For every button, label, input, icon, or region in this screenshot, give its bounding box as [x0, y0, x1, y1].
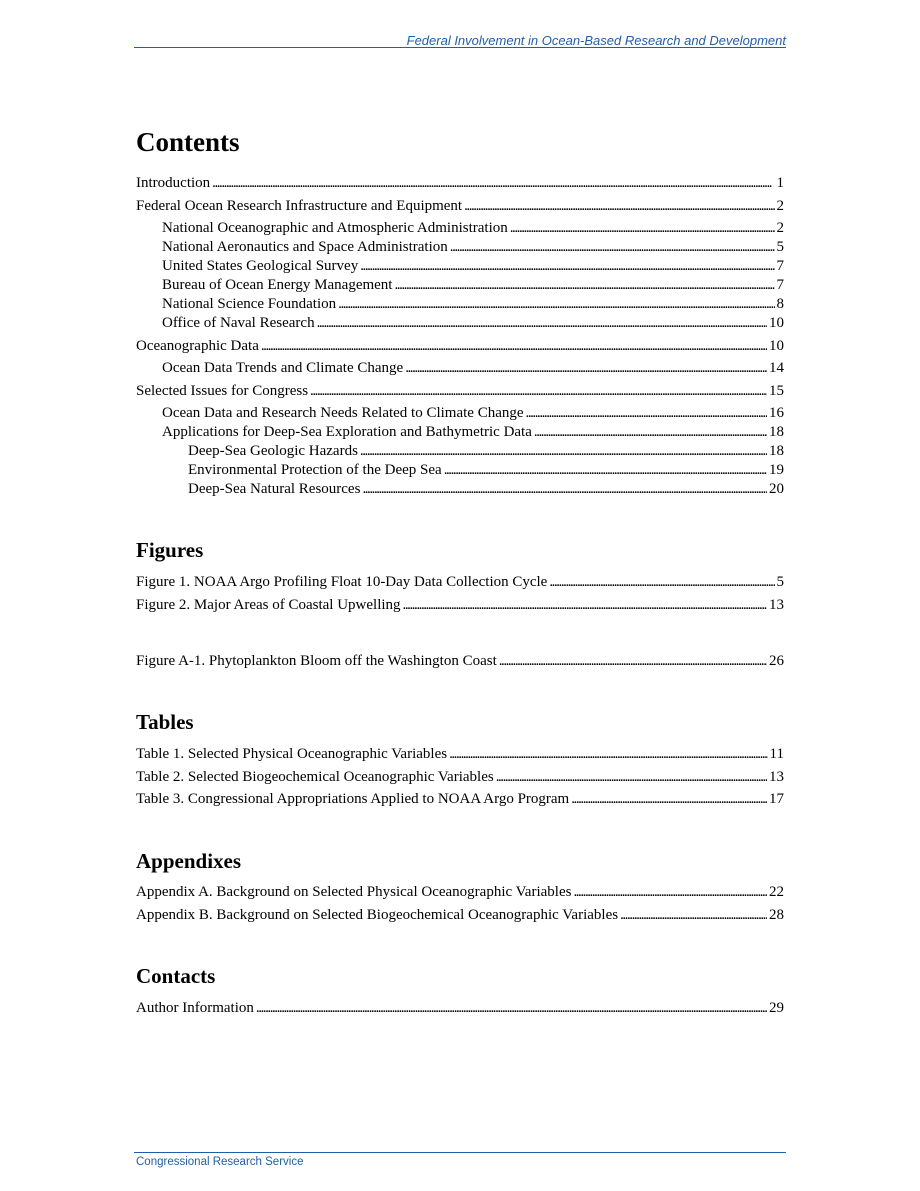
toc-entry-figure-a1[interactable]	[136, 652, 784, 670]
dot-leader	[317, 314, 767, 332]
toc-entry-title: Environmental Protection of the Deep Sea	[188, 462, 442, 478]
dot-leader	[338, 295, 774, 313]
dot-leader	[496, 768, 767, 786]
toc-entry-geologic-hazards[interactable]	[188, 442, 784, 460]
toc-entry-title: Author Information	[136, 1000, 254, 1016]
toc-entry-introduction[interactable]	[136, 174, 784, 192]
toc-entry-page: 2	[776, 220, 784, 236]
toc-entry-title: Ocean Data and Research Needs Related to Climate Change	[162, 405, 524, 421]
dot-leader	[449, 745, 767, 763]
toc-entry-page: 13	[769, 769, 784, 785]
toc-entry-selected-issues[interactable]	[136, 382, 784, 400]
running-header: Federal Involvement in Ocean-Based Research and Development	[406, 33, 786, 48]
toc-entry-usgs[interactable]	[162, 257, 784, 275]
dot-leader	[212, 174, 774, 192]
running-footer: Congressional Research Service	[136, 1156, 304, 1168]
figures-heading: Figures	[136, 538, 204, 562]
toc-entry-title: Table 2. Selected Biogeochemical Oceanographic Variables	[136, 769, 494, 785]
toc-entry-title: Deep-Sea Geologic Hazards	[188, 443, 358, 459]
toc-entry-page: 1	[776, 175, 784, 191]
toc-entry-page: 5	[776, 239, 784, 255]
toc-entry-page: 8	[776, 296, 784, 312]
toc-entry-natural-resources[interactable]	[188, 480, 784, 498]
toc-entry-title: Deep-Sea Natural Resources	[188, 481, 361, 497]
toc-entry-page: 7	[776, 258, 784, 274]
toc-entry-title: Figure 2. Major Areas of Coastal Upwelling	[136, 597, 401, 613]
toc-entry-page: 26	[769, 653, 784, 669]
toc-entry-page: 18	[769, 443, 784, 459]
toc-entry-table-2[interactable]	[136, 768, 784, 786]
dot-leader	[510, 219, 775, 237]
dot-leader	[403, 596, 767, 614]
toc-entry-page: 22	[769, 884, 784, 900]
toc-entry-environmental-protection[interactable]	[188, 461, 784, 479]
toc-entry-nsf[interactable]	[162, 295, 784, 313]
dot-leader	[256, 999, 767, 1017]
toc-entry-title: Introduction	[136, 175, 211, 191]
toc-entry-page: 17	[769, 791, 784, 807]
dot-leader	[450, 238, 775, 256]
toc-entry-page: 13	[769, 597, 784, 613]
toc-entry-page: 19	[769, 462, 784, 478]
toc-entry-page: 14	[769, 360, 784, 376]
dot-leader	[573, 883, 767, 901]
dot-leader	[405, 359, 767, 377]
contacts-heading: Contacts	[136, 964, 216, 988]
toc-entry-noaa[interactable]	[162, 219, 784, 237]
toc-entry-oceanographic-data[interactable]	[136, 337, 784, 355]
dot-leader	[360, 257, 774, 275]
dot-leader	[620, 906, 767, 924]
toc-entry-title: Selected Issues for Congress	[136, 383, 309, 399]
toc-entry-title: Table 3. Congressional Appropriations Applied to NOAA Argo Program	[136, 791, 570, 807]
toc-entry-title: National Oceanographic and Atmospheric Administration	[162, 220, 508, 236]
toc-entry-title: United States Geological Survey	[162, 258, 359, 274]
toc-entry-title: Applications for Deep-Sea Exploration and Bathymetric Data	[162, 424, 532, 440]
toc-entry-title: Federal Ocean Research Infrastructure and Equipment	[136, 198, 463, 214]
toc-entry-nasa[interactable]	[162, 238, 784, 256]
toc-entry-title: Ocean Data Trends and Climate Change	[162, 360, 404, 376]
tables-heading: Tables	[136, 710, 194, 734]
dot-leader	[571, 790, 767, 808]
toc-entry-data-trends[interactable]	[162, 359, 784, 377]
toc-entry-title: Bureau of Ocean Energy Management	[162, 277, 393, 293]
toc-entry-title: Appendix B. Background on Selected Biogeochemical Oceanographic Variables	[136, 907, 619, 923]
toc-entry-table-3[interactable]	[136, 790, 784, 808]
dot-leader	[464, 197, 774, 215]
toc-entry-page: 7	[776, 277, 784, 293]
toc-entry-title: Appendix A. Background on Selected Physical Oceanographic Variables	[136, 884, 572, 900]
toc-entry-page: 20	[769, 481, 784, 497]
dot-leader	[362, 480, 767, 498]
toc-entry-page: 16	[769, 405, 784, 421]
toc-entry-title: Figure 1. NOAA Argo Profiling Float 10-Day Data Collection Cycle	[136, 574, 548, 590]
dot-leader	[394, 276, 774, 294]
toc-entry-table-1[interactable]	[136, 745, 784, 763]
toc-entry-title: National Aeronautics and Space Administration	[162, 239, 448, 255]
dot-leader	[310, 382, 767, 400]
toc-entry-title: Table 1. Selected Physical Oceanographic Variables	[136, 746, 448, 762]
toc-entry-page: 29	[769, 1000, 784, 1016]
header-rule	[134, 47, 786, 48]
dot-leader	[534, 423, 767, 441]
toc-entry-page: 18	[769, 424, 784, 440]
toc-entry-author-information[interactable]	[136, 999, 784, 1017]
toc-entry-figure-1[interactable]	[136, 573, 784, 591]
toc-entry-appendix-a[interactable]	[136, 883, 784, 901]
appendixes-heading: Appendixes	[136, 849, 242, 873]
contents-heading: Contents	[136, 127, 240, 157]
dot-leader	[444, 461, 767, 479]
toc-entry-page: 2	[776, 198, 784, 214]
toc-entry-title: Figure A-1. Phytoplankton Bloom off the Washington Coast	[136, 653, 497, 669]
toc-entry-figure-2[interactable]	[136, 596, 784, 614]
toc-entry-onr[interactable]	[162, 314, 784, 332]
toc-entry-page: 28	[769, 907, 784, 923]
toc-entry-page: 5	[776, 574, 784, 590]
toc-entry-infrastructure[interactable]	[136, 197, 784, 215]
toc-entry-title: Oceanographic Data	[136, 338, 259, 354]
toc-entry-title: Office of Naval Research	[162, 315, 315, 331]
toc-entry-appendix-b[interactable]	[136, 906, 784, 924]
dot-leader	[499, 652, 767, 670]
dot-leader	[549, 573, 774, 591]
dot-leader	[261, 337, 767, 355]
toc-entry-page: 10	[769, 338, 784, 354]
toc-entry-deep-sea-applications[interactable]	[162, 423, 784, 441]
dot-leader	[360, 442, 767, 460]
toc-entry-boem[interactable]	[162, 276, 784, 294]
toc-entry-research-needs[interactable]	[162, 404, 784, 422]
toc-entry-page: 11	[769, 746, 784, 762]
toc-entry-page: 10	[769, 315, 784, 331]
toc-entry-page: 15	[769, 383, 784, 399]
footer-rule	[134, 1152, 786, 1153]
dot-leader	[526, 404, 767, 422]
toc-entry-title: National Science Foundation	[162, 296, 337, 312]
